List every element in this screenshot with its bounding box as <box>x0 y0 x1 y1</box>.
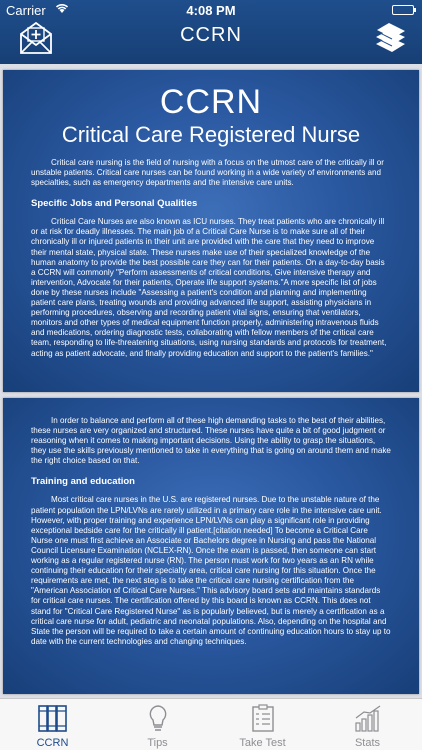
nav-bar <box>0 20 422 64</box>
card-intro-text: Critical care nursing is the field of nursing with a focus on the utmost care of the critically ill or unstable patients. Critical care nurses can be found working in a wide variety of environments and specialties, such as emergency departments and the intensive care units. <box>31 158 384 188</box>
card-brand: CCRN <box>159 83 263 121</box>
tab-take-test[interactable] <box>210 699 315 750</box>
tab-label: Take Test <box>239 737 286 749</box>
card-body-text: Most critical care nurses in the U.S. are registered nurses. Due to the unstable nature of the patient population the LPN/LVNs are rarely utilized in a primary care role in the intensive care unit. However, with proper training and experience LPN/LVNs can play a significant role in providing exceptional bedside care for the critically ill patient.[citation needed] To become a Critical Care Nurse one must first achieve an Associate or Bachelors degree in Nursing and pass the National Council Licensure Examination (NCLEX-RN). Once the exam is passed, then someone can start working as a regular registered nurse (RN). The person must work for two years as an RN while continuing their education for their specialty area, critical care nursing for this situation. Once the requirements are met, the next step is to take the critical care nursing certification from the "American Association of Critical Care Nurses." This advisory board sets and maintains standards for critical care nurses. The certification offered by this board is known as CCRN. This does not stand for "Critical Care Registered Nurse" as is popularly believed, but is merely a certification as a critical care nurse for adult, pediatric and neonatal populations. Also, depending on the hospital and State the person will be required to take a certain amount of continuing education hours to stay up to date with the current technologies and changing techniques. <box>31 495 391 646</box>
info-card-overview <box>3 70 419 392</box>
clock: 4:08 PM <box>186 3 236 18</box>
tab-label: Stats <box>354 737 381 749</box>
tab-stats[interactable] <box>315 699 420 750</box>
books-icon <box>36 703 70 733</box>
lightbulb-icon <box>143 703 173 733</box>
card-subtitle: Critical Care Registered Nurse <box>61 122 361 147</box>
tab-label: CCRN <box>36 737 69 749</box>
battery-icon <box>392 5 414 15</box>
page-title: CCRN <box>180 24 242 46</box>
books-icon[interactable] <box>372 20 408 56</box>
content-scroll[interactable] <box>0 64 422 698</box>
card-intro-text: In order to balance and perform all of these high demanding tasks to the best of their abilities, these nurses are very organized and structured. These nurses have quite a bit of good judgment or reasoning when it comes to making important decisions. Using the ability to grasp the situations, they use the skills previously mentioned to take in everything that is going on around them and make the right choice based on that. <box>31 416 391 466</box>
tab-bar <box>0 698 422 750</box>
card-body-text: Critical Care Nurses are also known as ICU nurses. They treat patients who are chronically ill or at risk for deadly illnesses. The main job of a Critical Care Nurse is to make sure all of their chronically ill or injured patients in their unit are provided with the care that they need to improve their mental state, physical state. These nurses make use of their specialized knowledge of the human anatomy to provide the best possible care they can for their patients. On a day-to-day basis a CCRN will commonly "Perform assessments of critical conditions, Give intensive therapy and intervention, Advocate for their patients, Operate life support systems."A more specific list of jobs done by these nurses include "Assessing a patient's condition and planning and implementing patient care plans, treating wounds and providing advanced life support, assisting physicians in performing procedures, observing and recording patient vital signs, ensuring that ventilators, monitors and other types of medical equipment function properly, administering intravenous fluids and medications, ordering diagnostic tests, collaborating with fellow members of the critical care team, responding to life-threatening situations, using nursing standards and protocols for treatment, acting as patient advocate, and finally providing education and support to the patient's families." <box>31 217 387 358</box>
section-heading: Training and education <box>31 476 135 488</box>
status-bar <box>0 0 422 20</box>
checklist-icon <box>248 703 278 733</box>
section-heading: Specific Jobs and Personal Qualities <box>31 198 198 210</box>
top-bar <box>0 0 422 64</box>
tab-ccrn[interactable] <box>0 699 105 750</box>
info-card-training <box>3 398 419 694</box>
tab-label: Tips <box>147 737 168 749</box>
carrier-label: Carrier <box>6 3 46 18</box>
tab-tips[interactable] <box>105 699 210 750</box>
bar-chart-icon <box>352 703 384 733</box>
